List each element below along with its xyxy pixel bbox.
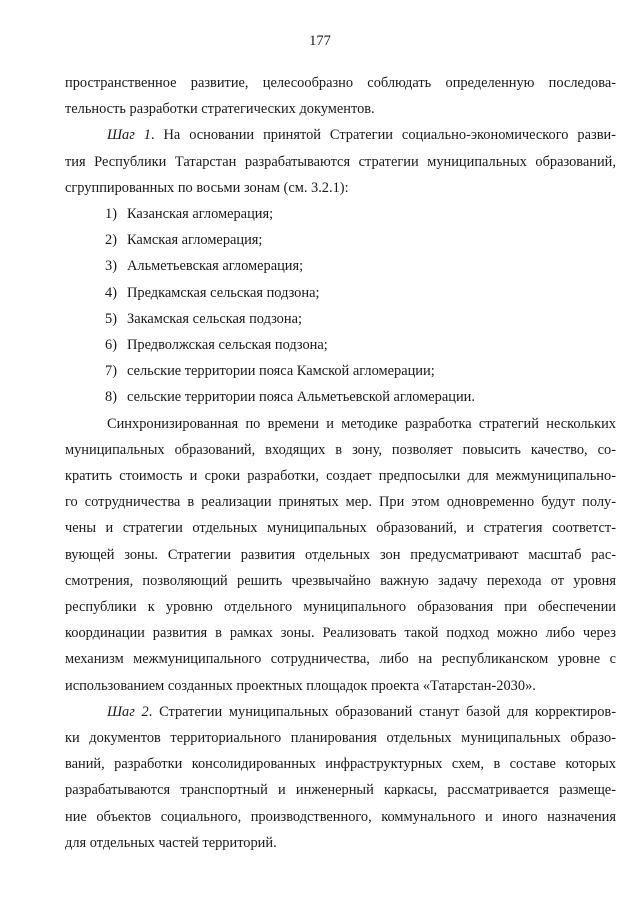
- list-item: [65, 332, 616, 358]
- text-line: пространственное развитие, целесообразно соблюдать определенную последова-: [65, 75, 616, 91]
- list-item-number: 6): [105, 337, 117, 354]
- list-item: [65, 227, 616, 253]
- list-item-text: сельские территории пояса Камской агломерации;: [127, 363, 435, 380]
- list-item-number: 1): [105, 206, 117, 223]
- text-line: механизм межмуниципального сотрудничества, либо на республиканском уровне с: [65, 651, 616, 668]
- step1-paragraph: [65, 122, 616, 201]
- text-line: чены и стратегии отдельных муниципальных образований, и стратегия соответст-: [65, 520, 616, 537]
- text-line: разрабатываются транспортный и инженерный каркасы, рассматривается размеще-: [65, 782, 616, 799]
- list-item-text: Закамская сельская подзона;: [127, 310, 302, 327]
- text-line: [65, 122, 616, 148]
- text-line: ки документов территориального планирования отдельных муниципальных образо-: [65, 730, 616, 747]
- text-line: использованием созданных проектных площадок проекта «Татарстан-2030».: [65, 677, 536, 694]
- step2-paragraph: [65, 699, 616, 856]
- step2-first-line: . Стратегии муниципальных образований станут базой для корректиров-: [148, 703, 616, 720]
- list-item-number: 4): [105, 284, 117, 301]
- list-item-number: 5): [105, 310, 117, 327]
- list-item-text: сельские территории пояса Альметьевской агломерации.: [127, 389, 475, 406]
- text-line: вующей зоны. Стратегии развития отдельных зон предусматривают масштаб рас-: [65, 546, 616, 563]
- text-line: кратить стоимость и сроки разработки, создает предпосылки для межмуниципально-: [65, 468, 616, 485]
- text-line: ние объектов социального, производственного, коммунального и иного назначения: [65, 808, 616, 825]
- text-line: смотрения, позволяющий решить чрезвычайно важную задачу перехода от уровня: [65, 572, 616, 589]
- text-line: республики к уровню отдельного муниципального образования при обеспечении: [65, 599, 616, 616]
- list-item: [65, 280, 616, 306]
- list-item-number: 8): [105, 389, 117, 406]
- text-line: для отдельных частей территорий.: [65, 834, 277, 851]
- list-item-text: Альметьевская агломерация;: [127, 258, 304, 275]
- sync-paragraph: [65, 411, 616, 699]
- list-item-number: 7): [105, 363, 117, 380]
- text-line: тельность разработки стратегических документов.: [65, 101, 375, 118]
- list-item-text: Предволжская сельская подзона;: [127, 337, 328, 354]
- zones-list: [65, 201, 616, 411]
- list-item: [65, 201, 616, 227]
- intro-paragraph: [65, 70, 616, 122]
- step1-first-line: . На основании принятой Стратегии социально-экономического разви-: [150, 127, 616, 144]
- list-item: [65, 253, 616, 279]
- text-line: сгруппированных по восьми зонам (см. 3.2.1):: [65, 179, 349, 196]
- text-line: муниципальных образований, входящих в зону, позволяет повысить качество, со-: [65, 441, 616, 458]
- page-content: [65, 70, 616, 856]
- text-line: координации развития в рамках зоны. Реализовать такой подход можно либо через: [65, 625, 616, 642]
- list-item-text: Казанская агломерация;: [127, 206, 274, 223]
- list-item: [65, 358, 616, 384]
- text-line: тия Республики Татарстан разрабатываются стратегии муниципальных образований,: [65, 153, 616, 170]
- list-item-number: 3): [105, 258, 117, 275]
- text-line: го сотрудничества в реализации принятых мер. При этом одновременно будут полу-: [65, 494, 616, 511]
- list-item-text: Камская агломерация;: [127, 232, 263, 249]
- list-item-text: Предкамская сельская подзона;: [127, 284, 320, 301]
- step2-label: Шаг 2: [107, 703, 149, 720]
- text-line: ваний, разработки консолидированных инфраструктурных схем, в составе которых: [65, 756, 616, 773]
- text-line: Синхронизированная по времени и методике разработка стратегий нескольких: [107, 415, 616, 432]
- list-item-number: 2): [105, 232, 117, 249]
- list-item: [65, 306, 616, 332]
- step1-label: Шаг 1: [107, 127, 151, 144]
- page-number: 177: [309, 33, 331, 49]
- text-line: [65, 699, 616, 725]
- list-item: [65, 384, 616, 410]
